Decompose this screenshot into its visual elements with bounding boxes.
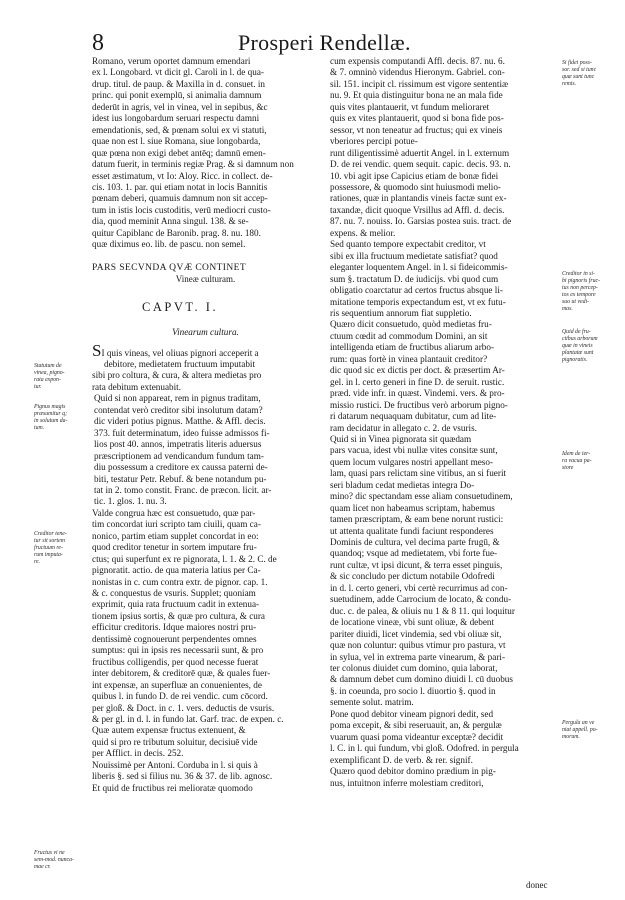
- text-line: lam, quasi pars relictam sine vitibus, an si fuerit: [330, 468, 507, 479]
- note-line: Idem de ter-: [562, 451, 591, 457]
- text-line: nus, intuitnon inferre molestiam creditori,: [330, 777, 484, 788]
- text-line: per gloß. & Doct. in c. 1. vers. deductis de vsuris.: [92, 702, 275, 713]
- text-line: & 7. omninò videndus Hieronym. Gabriel. con-: [330, 67, 505, 78]
- left-column: [92, 56, 319, 794]
- right-para-1: [330, 56, 558, 239]
- text-line: Dominis de cultura, vel decima parte frugū, &: [330, 537, 500, 548]
- text-line: in d. l. certo generi, vbi certè recurrimus ad con-: [330, 582, 508, 593]
- text-line: præd. vide infr. in quæst. Vindemi. vers. & pro-: [330, 388, 505, 399]
- text-line: rata debitum extenuabit.: [92, 381, 182, 392]
- text-line: runt cultæ, vt ipsi dicunt, & terra esset pinguis,: [330, 559, 503, 570]
- note-line: suo ut vedi-: [562, 299, 590, 305]
- text-line: esset æstimatum, vt Io: Aloy. Ricc. in collect. de-: [92, 170, 273, 181]
- note-line: rum imputa-: [34, 552, 63, 558]
- text-line: efficitur creditoris. Idque maiores nostri pru-: [92, 622, 257, 633]
- text-line: mitatione temporis expectandum est, vt ex futu-: [330, 296, 506, 307]
- text-line: pœnam deberi, quamuis damnum non sit accep-: [92, 193, 268, 204]
- right-para-2: [330, 239, 558, 319]
- text-line: ctus; qui superfunt ex re pignorata, l. 1. & 2. C. de: [92, 553, 277, 564]
- note-line: fructuum re-: [34, 545, 63, 551]
- text-line: obligatio coarctatur ad certos fructus absque li-: [330, 285, 503, 296]
- text-line: Quæ autem expensæ fructus extenuent, &: [92, 725, 246, 736]
- text-line: in sylua, vel in extrema parte vinearum, & pari-: [330, 651, 506, 662]
- text-line: fructibus colligendis, per quod necesse fuerat: [92, 656, 259, 667]
- text-line: mino? dic spectandam esse aliam consuetudinem,: [330, 491, 513, 502]
- text-line: Romano, verum oportet damnum emendari: [92, 56, 251, 66]
- margin-note-left-2: [34, 404, 68, 432]
- text-line: ctuum cœdit ad commodum Domini, an sit: [330, 330, 488, 341]
- right-para-6: [330, 766, 558, 789]
- note-line: quæ in vineis: [562, 343, 593, 349]
- text-line: liberis §. sed si filius nu. 36 & 37. de lib. agnosc.: [92, 771, 273, 782]
- text-line: cis. 103. 1. par. qui etiam notat in locis Bannitis: [92, 181, 268, 192]
- text-line: l. C. in l. qui fundum, vbi gloß. Odofred. in pergula: [330, 743, 519, 754]
- text-line: sum §. tractatum D. de iudicijs. vbi quod cum: [330, 273, 499, 284]
- note-line: Creditor tene-: [34, 531, 67, 537]
- text-line: per Afflict. in decis. 252.: [92, 748, 184, 759]
- left-para-4: [92, 508, 319, 726]
- note-line: pignoratis.: [562, 357, 588, 363]
- text-line: vberiores percipi potue-: [330, 136, 418, 147]
- text-line: pariter diuidi, licet vindemia, sed vbi oliuæ sit,: [330, 628, 502, 639]
- right-para-3: [330, 319, 558, 434]
- text-line: possessore, & quomodo sint huiusmodi melio-: [330, 181, 501, 192]
- text-line: exemplificant D. de verb. & rer. signif.: [330, 754, 473, 765]
- text-line: inter debitorem, & creditorē quæ, & quales fuer-: [92, 668, 271, 679]
- text-line: ri datarum nequaquam dubitatur, cum ad lite-: [330, 411, 497, 422]
- text-line: Valde congrua hæc est consuetudo, quæ par-: [92, 507, 256, 518]
- text-line: tat in 2. tomo constit. Franc. de præcon. licit. ar-: [94, 484, 272, 495]
- text-line: & sic concludo per dictum notabile Odofredi: [330, 571, 495, 582]
- text-line: ut attenta qualitate fundi faciunt responderes: [330, 525, 494, 536]
- text-line: ter colonus diuidet cum domino, quia laborat,: [330, 663, 498, 674]
- text-line: drup. titul. de paup. & Maxilla in d. consuet. in: [92, 78, 266, 89]
- text-line: §. in coeunda, pro socio l. diuortio §. quod in: [330, 685, 496, 696]
- text-line: seri bladum cedat medietas integra Do-: [330, 479, 475, 490]
- text-line: Pone quod debitor vineam pignori dedit, sed: [330, 708, 494, 719]
- text-line: 373. fuit determinatum, ideo fuisse admissos fi-: [94, 427, 270, 438]
- left-para-2: [92, 345, 319, 394]
- note-line: rata expon-: [34, 377, 61, 383]
- note-line: morum.: [562, 734, 580, 740]
- note-line: præsumitur q;: [34, 411, 68, 417]
- text-line: quæ diximus eo. lib. de pascu. non semel.: [92, 239, 246, 250]
- section-subheading: Vineæ culturam.: [175, 274, 236, 285]
- margin-note-right-2: [562, 271, 600, 313]
- note-line: Pignus magis: [34, 404, 66, 410]
- note-line: plantatæ sunt: [562, 350, 594, 356]
- left-para-5: [92, 725, 319, 759]
- text-line: poma excepit, & sibi reseruauit, an, & pergulæ: [330, 720, 502, 731]
- note-line: mae cr.: [34, 864, 51, 870]
- text-line: & c. conquestus de vsuris. Supplet; quoniam: [92, 588, 256, 599]
- drop-cap: S: [92, 344, 102, 359]
- text-line: Sed quanto tempore expectabit creditor, vt: [330, 239, 486, 250]
- text-line: rum: quas fortè in vinea plantauit creditor?: [330, 353, 488, 364]
- margin-note-left-4: [34, 850, 74, 871]
- note-line: Pergula an ve: [562, 720, 595, 726]
- right-para-4: [330, 434, 558, 709]
- note-line: sor. sed si tunc: [562, 67, 597, 73]
- text-line: quitur Capiblanc de Baronib. prag. 8. nu. 180.: [92, 227, 261, 238]
- text-line: sibi pro coltura, & cura, & altera medietas pro: [92, 370, 262, 381]
- margin-note-right-1: [562, 60, 596, 88]
- text-line: Et quid de fructibus rei melioratæ quomodo: [92, 782, 253, 793]
- note-line: Quid de fru-: [562, 329, 591, 335]
- text-line: tionem ipsius sortis, & quæ pro cultura, & cura: [92, 610, 266, 621]
- text-line: Nouissimè per Antoni. Corduba in l. si quis à: [92, 759, 258, 770]
- text-line: runt diligentissimè aduertit Angel. in l. externum: [330, 147, 510, 158]
- text-line: Quid si non appareat, rem in pignus traditam,: [94, 393, 261, 404]
- text-line: quae non est l. siue Romana, siue longobarda,: [92, 136, 261, 147]
- margin-note-right-4: [562, 451, 592, 472]
- text-line: quis vites plantauerit, vt fundum melioraret: [330, 101, 490, 112]
- note-line: niat appell. po-: [562, 727, 598, 733]
- text-line: biti, testatur Petr. Rebuf. & bene notandum pu-: [94, 473, 267, 484]
- chapter-heading: CAPVT. I.: [142, 299, 219, 314]
- text-line: missio rustici. De fructibus verò arborum pigno-: [330, 399, 508, 410]
- text-line: sil. 151. incipit cl. rissimum est vigore sententiæ: [330, 78, 509, 89]
- left-para-6: [92, 760, 319, 794]
- note-line: Statutum de: [34, 363, 62, 369]
- text-line: sessor, vt non teneatur ad fructus; qui ex vineis: [330, 124, 503, 135]
- page-number: 8: [92, 30, 104, 56]
- note-line: tos ex tempore: [562, 292, 596, 298]
- text-line: princ. qui ponit exemplū, si animalia damnum: [92, 90, 262, 101]
- note-line: Creditor in si-: [562, 271, 595, 277]
- text-line: suetudinem, adde Carrocium de locato, & condu-: [330, 594, 512, 605]
- text-line: Quid si in Vinea pignorata sit quædam: [330, 433, 472, 444]
- note-line: ra vacua pa-: [562, 458, 592, 464]
- text-line: pignoratit. actio. de qua materia latius per Ca-: [92, 565, 261, 576]
- text-line: dederūt in agris, vel in vinea, vel in sepibus, &c: [92, 101, 268, 112]
- text-line: quem locum vulgares nostri appellant meso-: [330, 456, 494, 467]
- text-line: gel. in l. certo generi in fine D. de seruit. rustic.: [330, 376, 505, 387]
- text-line: ex l. Longobard. vt dicit gl. Caroli in l. de qua-: [92, 67, 264, 78]
- text-line: nu. 9. Et quia distinguitur bona ne an mala fide: [330, 90, 503, 101]
- note-line: tus non percep-: [562, 285, 598, 291]
- note-line: sem-mod. nunca-: [34, 857, 74, 863]
- margin-note-right-5: [562, 720, 598, 741]
- text-line: idest ius longobardum seruari respectu damni: [92, 113, 260, 124]
- text-line: tic. 1. glos. 1. nu. 3.: [94, 496, 167, 507]
- note-line: re.: [34, 559, 41, 565]
- text-line: vuarum quasi poma videantur exceptæ? decidit: [330, 731, 504, 742]
- text-line: eleganter loquentem Angel. in l. si fideicommis-: [330, 262, 508, 273]
- text-line: rationes, quæ in plantandis vineis factæ sunt ex-: [330, 193, 507, 204]
- text-line: sibi ex illa fructuum medietate satisfiat? quod: [330, 250, 498, 261]
- text-line: D. de rei vendic. quem sequit. capic. decis. 93. n.: [330, 159, 511, 170]
- running-head: Prosperi Rendellæ.: [238, 30, 411, 55]
- note-line: in solutum da-: [34, 418, 68, 424]
- text-line: nonico, partim etiam supplet concordat in eo:: [92, 530, 259, 541]
- text-line: dic videri potius pignus. Matthe. & Affl. decis.: [94, 416, 266, 427]
- text-line: quid si pro re tributum soluitur, decisiuē vide: [92, 736, 258, 747]
- note-line: mas.: [562, 306, 573, 312]
- text-line: taxandæ, dicit quoque Vrsillus ad Affl. d. decis.: [330, 204, 505, 215]
- note-line: tur.: [34, 384, 42, 390]
- text-line: ris sequentium annorum fiat suppletio.: [330, 307, 472, 318]
- text-line: debitore, medietatem fructuum imputabit: [104, 358, 256, 369]
- left-para-3: [92, 393, 319, 508]
- text-line: cum expensis computandi Affl. decis. 87. nu. 6.: [330, 56, 505, 66]
- note-line: tur sit sortem: [34, 538, 65, 544]
- margin-note-left-1: [34, 363, 65, 391]
- text-line: 87. nu. 7. nouiss. Io. Garsias postea suis. tract. de: [330, 216, 512, 227]
- note-line: remis.: [562, 81, 577, 87]
- text-line: dic quod sic ex dictis per doct. & præsertim Ar-: [330, 365, 505, 376]
- text-line: int expensæ, an superfluæ an conuenientes, de: [92, 679, 262, 690]
- note-line: store: [562, 465, 574, 471]
- text-line: & per gl. in d. l. in fundo lat. Garf. trac. de expen. c.: [92, 714, 284, 725]
- text-line: Quæro quod debitor domino prædium in pig-: [330, 766, 496, 777]
- catchword: donec: [526, 880, 548, 890]
- section-heading: PARS SECVNDA QVÆ CONTINET: [92, 262, 247, 273]
- note-line: tum.: [34, 425, 45, 431]
- note-line: quæ sunt tunc: [562, 74, 595, 80]
- note-line: bi pignoris fruc-: [562, 278, 601, 284]
- text-line: dia, quod meminit Anna singul. 138. & se-: [92, 216, 249, 227]
- left-para-1: [92, 56, 319, 251]
- note-line: Si fidei poss-: [562, 60, 592, 66]
- margin-note-left-3: [34, 531, 67, 566]
- text-line: & damnum debet cum domino diuidi l. cū duobus: [330, 674, 513, 685]
- text-line: nonistas in c. cum contra extr. de pignor. cap. 1.: [92, 576, 268, 587]
- text-line: quis ex vites plantauerit, quod si bona fide pos-: [330, 113, 504, 124]
- text-line: emendationis, sed, & pœnam solui ex vi statuti,: [92, 124, 267, 135]
- text-line: quod creditor tenetur in sortem imputare fru-: [92, 542, 257, 553]
- text-line: dentissimè cognouerunt perpendentes omnes: [92, 633, 257, 644]
- text-line: exprimit, quia rata fructuum cadit in extenua-: [92, 599, 260, 610]
- text-line: præscriptionem ad vendicandum fundum tam-: [94, 450, 264, 461]
- text-line: 10. vbi agit ipse Capicius etiam de bonæ fidei: [330, 170, 499, 181]
- text-line: sumptus: qui in ipsis res necessarii sunt, & pro: [92, 645, 264, 656]
- text-line: duc. c. de palea, & oliuis nu 1 & 8 11. qui loquitur: [330, 605, 515, 616]
- text-line-body: I quis vineas, vel oliuas pignori acceperit a: [101, 347, 259, 358]
- text-line: datum fuerit, in terminis regiæ Prag. & si damnum non: [92, 159, 294, 170]
- text-line: de locatione vineæ, vbi sunt oliuæ, & debent: [330, 617, 495, 628]
- note-line: vinea, pigno-: [34, 370, 65, 376]
- text-line: contendat verò creditor sibi insolutum datam?: [94, 404, 263, 415]
- text-line: ram decidatur in allegato c. 2. de vsuris.: [330, 422, 477, 433]
- chapter-rubric: Vinearum cultura.: [172, 327, 239, 338]
- text-line: [92, 345, 319, 359]
- text-line: diu possessum a creditore ex caussa paterni de-: [94, 462, 268, 473]
- text-line: quæ pœna non exigi debet antēq; damnū emen-: [92, 147, 266, 158]
- text-line: lios post 40. annos, impetratis literis aduersus: [94, 439, 262, 450]
- text-line: expens. & melior.: [330, 227, 396, 238]
- right-para-5: [330, 709, 558, 766]
- text-line: semente solut. matrim.: [330, 697, 414, 708]
- text-line: Quæro dicit consuetudo, quòd medietas fru-: [330, 319, 492, 330]
- text-line: quibus l. in fundo D. de rei vendic. cum cōcord.: [92, 691, 268, 702]
- text-line: pars vacua, idest vbi nullæ vites consitæ sunt,: [330, 445, 498, 456]
- text-line: quæ non coluntur: quibus vtimur pro pastura, vt: [330, 640, 506, 651]
- margin-note-right-3: [562, 329, 598, 364]
- text-line: quandoq; vsque ad medietatem, vbi forte fue-: [330, 548, 498, 559]
- text-line: tamen præscriptam, & eam bene norunt rustici:: [330, 514, 504, 525]
- right-column: [330, 56, 558, 789]
- note-line: ctibus arborum: [562, 336, 598, 342]
- text-line: intelligenda etiam de fructibus aliarum arbo-: [330, 342, 495, 353]
- text-line: tim concordat iuri scripto tam ciuili, quam ca-: [92, 519, 261, 530]
- text-line: tum in istis locis custoditis, verū mediocri custo-: [92, 204, 271, 215]
- note-line: Fructus vi ne: [34, 850, 65, 856]
- text-line: quam licet non habeamus scriptam, habemus: [330, 502, 495, 513]
